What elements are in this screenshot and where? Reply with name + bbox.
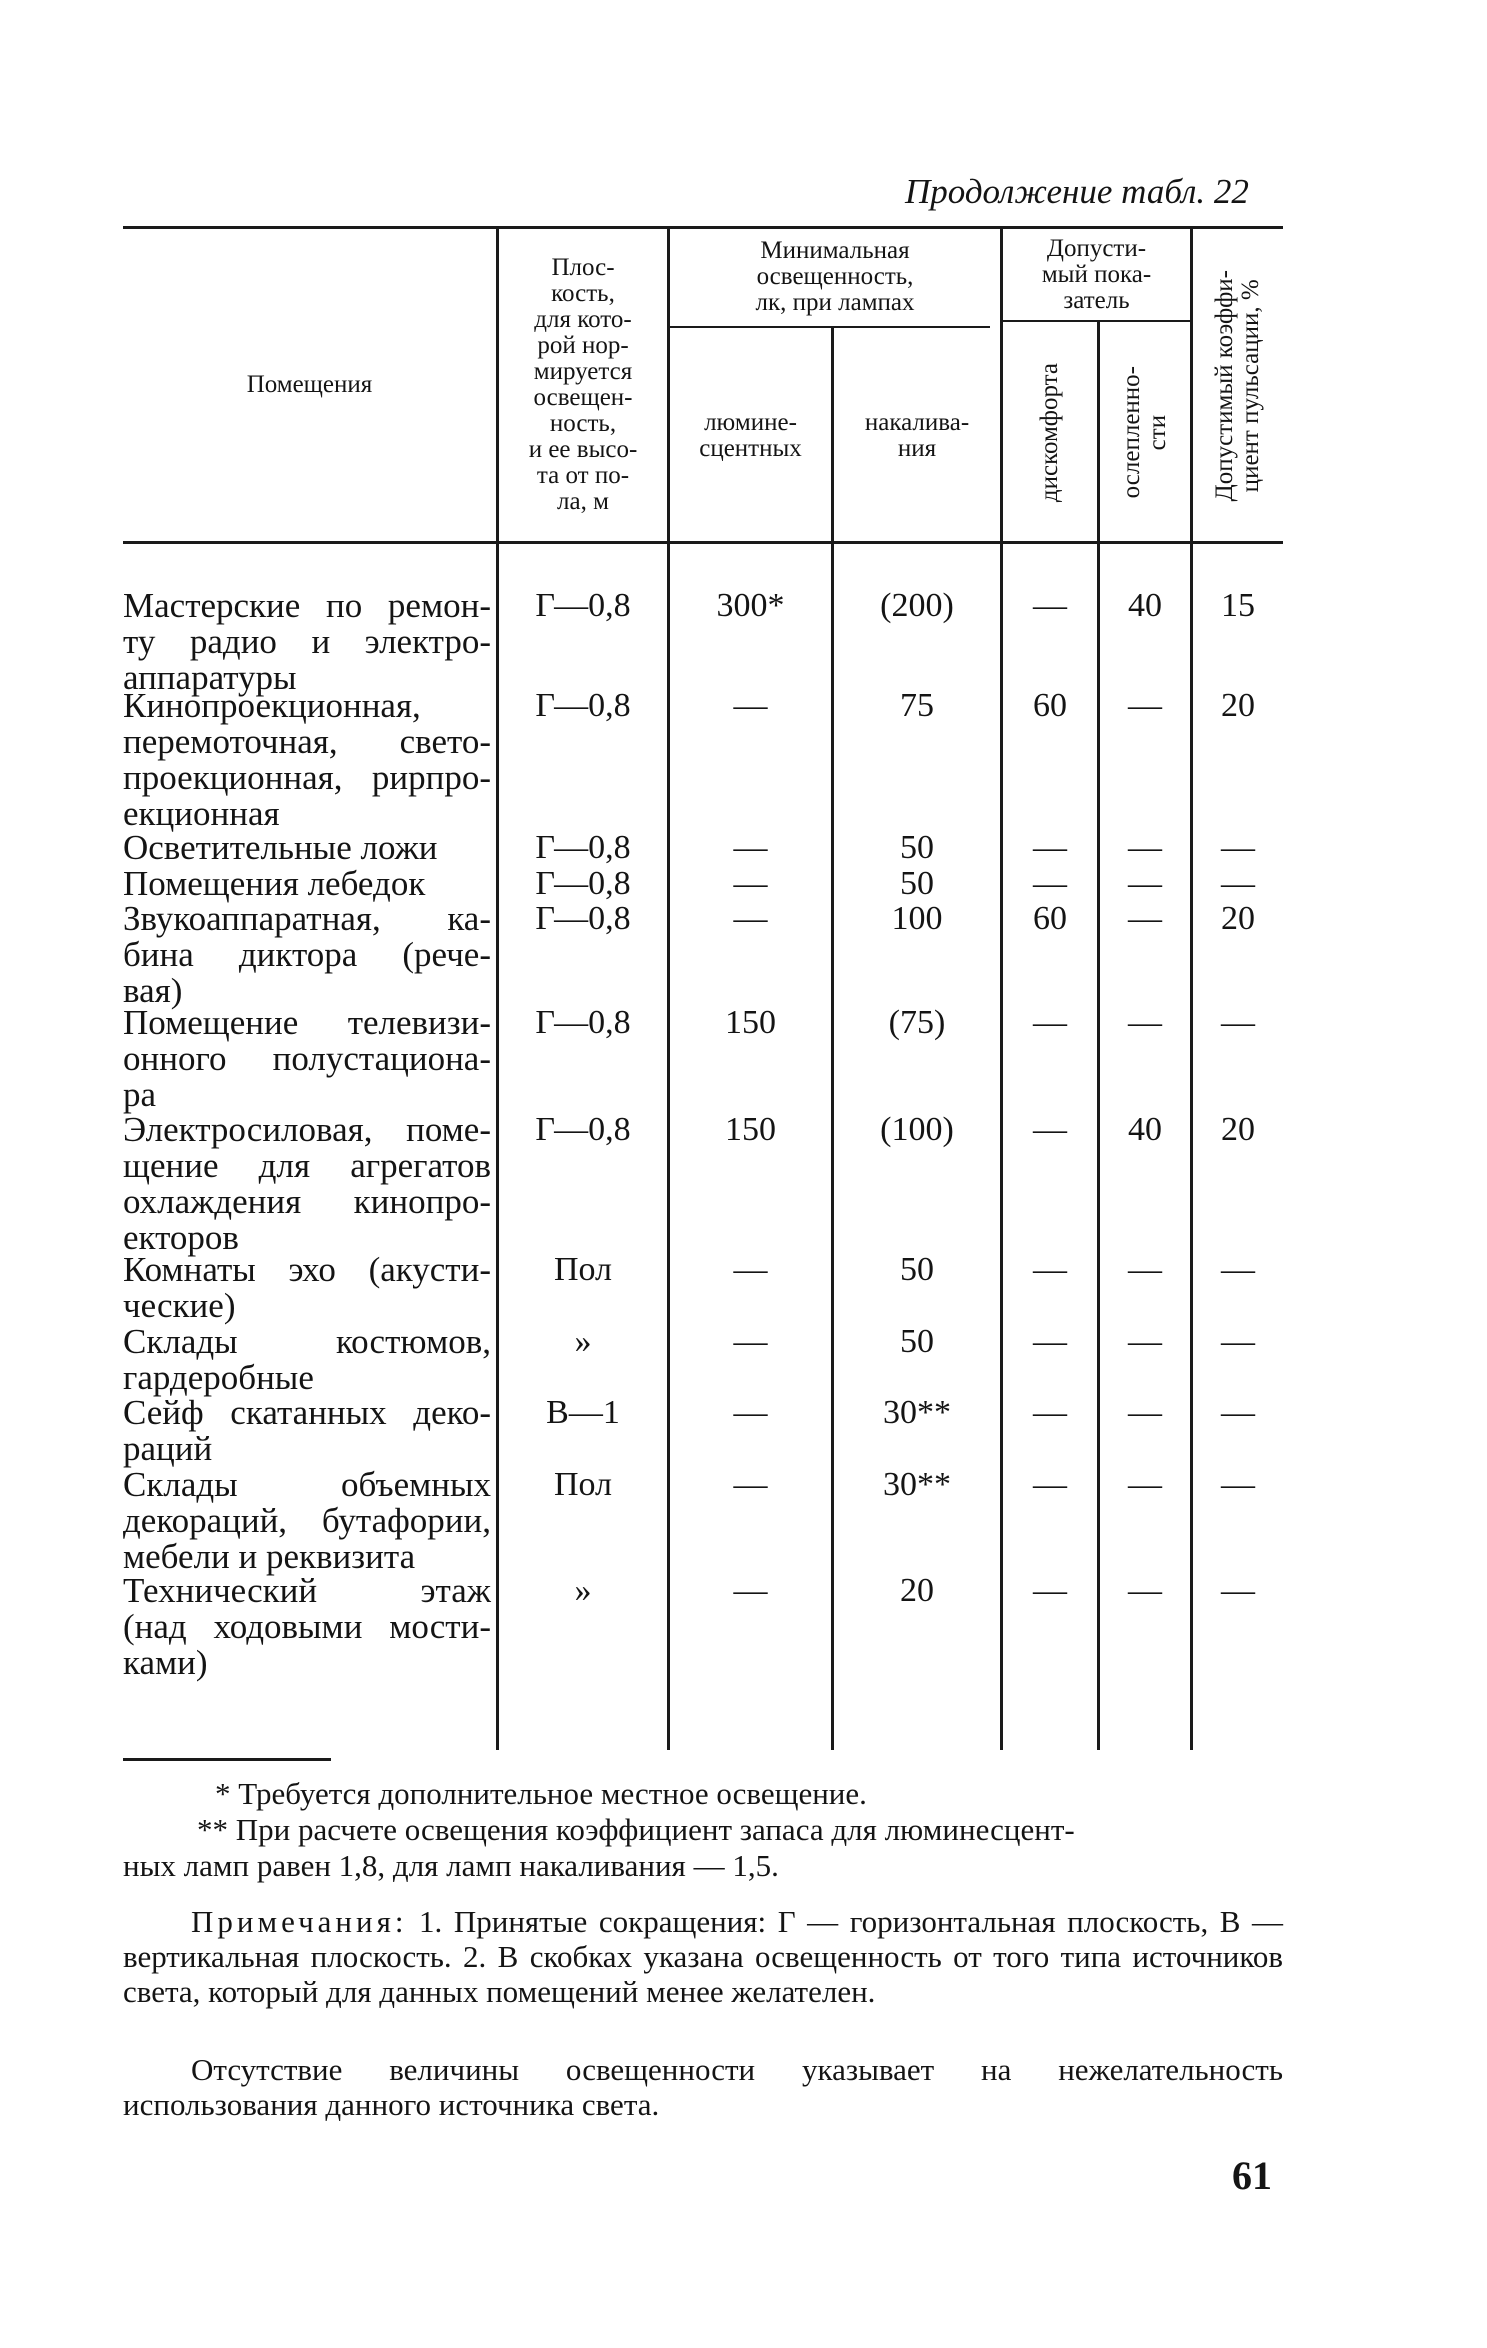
footnote-2: ** При расчете освещения коэффициент запаса для люминесцент- [197, 1812, 1075, 1847]
row-9-glare: — [1128, 1394, 1162, 1431]
row-2-disc: — [1033, 829, 1067, 866]
row-3-plane: Г—0,8 [535, 865, 631, 902]
row-5-lum: 150 [725, 1004, 776, 1041]
row-1-plane: Г—0,8 [535, 687, 631, 724]
row-0-plane: Г—0,8 [535, 587, 631, 624]
row-11-plane: » [574, 1572, 592, 1609]
header-plane: Плос- кость, для кото- рой нор- мируется освещен- ность, и ее высо- та от по- ла, м [528, 253, 638, 515]
header-incandescent: накалива- ния [864, 408, 970, 462]
row-0-disc: — [1033, 587, 1067, 624]
row-3-glare: — [1128, 865, 1162, 902]
row-1-glare: — [1128, 687, 1162, 724]
row-3-name: Помещения лебедок [123, 864, 426, 903]
row-7-name: Комнаты эхо (акусти- ческие) [123, 1250, 491, 1325]
row-5-inc: (75) [888, 1004, 946, 1041]
row-4-plane: Г—0,8 [535, 900, 631, 937]
row-0-inc: (200) [880, 587, 954, 624]
header-pulsation: Допустимый коэффи- циент пульсации, % [1211, 269, 1264, 502]
row-2-plane: Г—0,8 [535, 829, 631, 866]
row-9-lum: — [733, 1394, 768, 1431]
row-2-name: Осветительные ложи [123, 828, 438, 867]
notes-paragraph: Примечания: 1. Принятые сокращения: Г — горизонтальная плоскость, В — вертикальная плоскость. 2. В скобках указана освещенность от того типа источников света, который для данных помещений менее желателен. [123, 1904, 1283, 2009]
row-9-inc: 30** [883, 1394, 951, 1431]
row-2-glare: — [1128, 829, 1162, 866]
row-7-plane: Пол [553, 1251, 613, 1288]
row-6-lum: 150 [725, 1111, 776, 1148]
row-8-glare: — [1128, 1323, 1162, 1360]
row-7-inc: 50 [900, 1251, 934, 1288]
row-6-glare: 40 [1128, 1111, 1162, 1148]
footnote-1: * Требуется дополнительное местное освещение. [215, 1776, 867, 1811]
row-7-lum: — [733, 1251, 768, 1288]
row-11-disc: — [1033, 1572, 1067, 1609]
notes-label: Примечания: [191, 1904, 408, 1939]
min-group-rule [670, 326, 990, 328]
row-5-name: Помещение телевизи- онного полустациона- ра [123, 1003, 491, 1114]
row-8-plane: » [574, 1323, 592, 1360]
row-5-pulse: — [1221, 1004, 1255, 1041]
row-3-lum: — [733, 865, 768, 902]
row-7-disc: — [1033, 1251, 1067, 1288]
row-0-lum: 300* [716, 587, 785, 624]
row-10-pulse: — [1221, 1466, 1255, 1503]
row-9-name: Сейф скатанных деко- раций [123, 1393, 491, 1468]
row-4-disc: 60 [1033, 900, 1067, 937]
row-10-glare: — [1128, 1466, 1162, 1503]
row-9-disc: — [1033, 1394, 1067, 1431]
row-8-name: Склады костюмов, гардеробные [123, 1322, 491, 1397]
row-0-glare: 40 [1128, 587, 1162, 624]
row-8-pulse: — [1221, 1323, 1255, 1360]
row-4-glare: — [1128, 900, 1162, 937]
row-5-disc: — [1033, 1004, 1067, 1041]
row-1-disc: 60 [1033, 687, 1067, 724]
row-5-glare: — [1128, 1004, 1162, 1041]
row-1-name: Кинопроекционная, перемоточная, свето- проекционная, рирпро- екционная [123, 686, 491, 833]
row-6-pulse: 20 [1221, 1111, 1255, 1148]
row-3-disc: — [1033, 865, 1067, 902]
row-5-plane: Г—0,8 [535, 1004, 631, 1041]
row-11-pulse: — [1221, 1572, 1255, 1609]
row-11-lum: — [733, 1572, 768, 1609]
row-4-lum: — [733, 900, 768, 937]
table-caption: Продолжение табл. 22 [905, 172, 1249, 211]
row-1-lum: — [733, 687, 768, 724]
row-10-lum: — [733, 1466, 768, 1503]
row-8-inc: 50 [900, 1323, 934, 1360]
header-luminescent: люмине- сцентных [699, 408, 802, 462]
row-2-pulse: — [1221, 829, 1255, 866]
row-7-pulse: — [1221, 1251, 1255, 1288]
row-1-inc: 75 [900, 687, 934, 724]
row-4-inc: 100 [891, 900, 943, 937]
header-room: Помещения [246, 370, 373, 398]
header-glare: ослепленно- сти [1118, 366, 1171, 499]
row-10-plane: Пол [553, 1466, 613, 1503]
row-9-pulse: — [1221, 1394, 1255, 1431]
row-10-inc: 30** [883, 1466, 951, 1503]
row-6-disc: — [1033, 1111, 1067, 1148]
page-number: 61 [1232, 2153, 1272, 2198]
row-0-name: Мастерские по ремон- ту радио и электро- аппаратуры [123, 586, 491, 697]
row-3-inc: 50 [900, 865, 934, 902]
row-9-plane: В—1 [546, 1394, 620, 1431]
row-2-lum: — [733, 829, 768, 866]
row-2-inc: 50 [900, 829, 934, 866]
row-8-disc: — [1033, 1323, 1067, 1360]
row-7-glare: — [1128, 1251, 1162, 1288]
row-10-disc: — [1033, 1466, 1067, 1503]
row-6-name: Электросиловая, поме- щение для агрегатов охлаждения кинопро- екторов [123, 1110, 491, 1257]
row-6-plane: Г—0,8 [535, 1111, 631, 1148]
absence-paragraph: Отсутствие величины освещенности указывает на нежелательность использования данного источника света. [123, 2052, 1283, 2122]
row-11-inc: 20 [900, 1572, 934, 1609]
header-bottom-rule [123, 541, 1283, 544]
row-10-name: Склады объемных декораций, бутафории, мебели и реквизита [123, 1465, 491, 1576]
footnote-rule [123, 1758, 331, 1761]
row-11-name: Технический этаж (над ходовыми мости- ками) [123, 1571, 491, 1682]
header-min-illuminance: Минимальная освещенность, лк, при лампах [755, 237, 915, 316]
row-4-name: Звукоаппаратная, ка- бина диктора (рече- вая) [123, 899, 491, 1010]
row-3-pulse: — [1221, 865, 1255, 902]
row-4-pulse: 20 [1221, 900, 1255, 937]
row-0-pulse: 15 [1221, 587, 1255, 624]
row-1-pulse: 20 [1221, 687, 1255, 724]
row-6-inc: (100) [880, 1111, 954, 1148]
row-11-glare: — [1128, 1572, 1162, 1609]
header-allowable-index: Допусти- мый пока- затель [1041, 235, 1152, 314]
row-8-lum: — [733, 1323, 768, 1360]
header-discomfort: дискомфорта [1036, 362, 1063, 503]
footnote-2-cont: ных ламп равен 1,8, для ламп накаливания — 1,5. [123, 1848, 779, 1883]
